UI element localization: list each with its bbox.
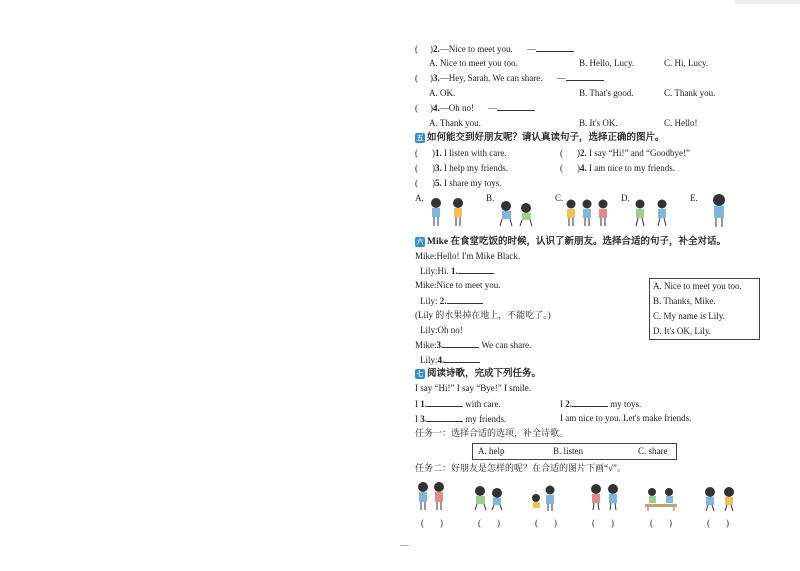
dialog-line-6: Lily:Oh no! [420,325,463,335]
section-badge: 七 [416,369,424,378]
section-badge: 六 [416,237,424,246]
exercise-item-2: ( )2.—Nice to meet you. — [415,43,574,55]
task2-picture-6 [700,484,740,512]
section-badge: 五 [416,133,424,142]
dialog-option-b: B. Thanks, Mike. [653,296,716,306]
poem-option-b: B. listen [553,446,584,456]
exercise-item-3: ( )3.—Hey, Sarah. We can share. — [415,72,604,84]
option-c: C. Hi, Lucy. [664,58,709,68]
poem-line-4: I am nice to you. Let's make friends. [560,413,692,423]
poem-line: I say “Hi!” I say “Bye!” I smile. [415,383,531,393]
task2-picture-1 [413,480,449,512]
dialog-option-c: C. My name is Lily. [653,311,725,321]
option-c: C. Thank you. [664,88,716,98]
task-2-instruction: 任务二：好朋友是怎样的呢？在合适的图片下画“√”。 [415,463,626,473]
answer-paren-6[interactable]: ( ) [707,518,729,528]
picture-b-illustration [494,196,540,228]
dialog-option-a: A. Nice to meet you too. [653,281,742,291]
dialog-line-8: Lily:4. [420,354,480,366]
answer-paren-5[interactable]: ( ) [650,518,672,528]
poem-blank-2: I 2. my toys. [560,399,642,409]
poem-blank-3: I 3. my friends. [415,414,507,424]
dialog-options-box [649,278,760,340]
option-a: A. Thank you. [429,118,481,128]
dialog-line-1: Mike:Hello! I'm Mike Black. [415,251,521,261]
option-a: A. OK. [429,88,456,98]
sentence-4: ( )4. I am nice to my friends. [560,163,675,173]
task2-picture-4 [585,481,625,511]
answer-paren-1[interactable]: ( ) [421,518,443,528]
picture-c-illustration [562,196,612,228]
section-heading-poem: 七 阅读诗歌，完成下列任务。 [416,369,542,379]
task2-picture-3 [528,484,560,512]
answer-paren-4[interactable]: ( ) [592,518,614,528]
task2-picture-2 [470,483,506,511]
sentence-5: ( )5. I share my toys. [415,178,502,188]
poem-blank-1: I 1. with care. [415,399,501,409]
answer-paren-2[interactable]: ( ) [478,518,500,528]
page-footer-mark: — [400,540,409,550]
task2-picture-5 [643,486,679,512]
poem-option-a: A. help [478,446,505,456]
dialog-stage-note: (Lily 的水果掉在地上，不能吃了。) [415,310,551,320]
top-edge-stripe [735,0,800,4]
picture-e-illustration [704,192,734,228]
sentence-1: ( )1. I listen with care. [415,148,507,158]
picture-label-c: C. [555,193,564,203]
dialog-option-d: D. It's OK, Lily. [653,326,712,336]
section-heading-pictures: 五 如何能交到好朋友呢？请认真读句子，选择正确的图片。 [416,133,665,143]
answer-paren-3[interactable]: ( ) [535,518,557,528]
exercise-item-4: ( )4.—Oh no! — [415,102,535,114]
option-b: B. It's OK. [579,118,618,128]
dialog-line-7: Mike:3. We can share. [415,340,532,350]
picture-label-b: B. [486,193,495,203]
poem-option-c: C. share [638,446,668,456]
option-b: B. Hello, Lucy. [579,58,635,68]
task-1-instruction: 任务一：选择合适的选项，补全诗歌。 [415,428,569,438]
dialog-line-4: Lily: 2. [420,295,483,307]
poem-options-box [472,443,677,460]
dialog-line-2: Lily:Hi. 1. [420,265,494,277]
option-c: C. Hello! [664,118,698,128]
section-heading-dialog: 六 Mike 在食堂吃饭的时候，认识了新朋友。选择合适的句子，补全对话。 [416,237,726,247]
sentence-3: ( )3. I help my friends. [415,163,508,173]
picture-a-illustration [425,196,471,228]
dialog-line-3: Mike:Nice to meet you. [415,280,501,290]
picture-label-a: A. [415,193,424,203]
picture-label-d: D. [621,193,630,203]
sentence-2: ( )2. I say “Hi!” and “Goodbye!” [560,148,690,158]
option-a: A. Nice to meet you too. [429,58,518,68]
picture-label-e: E. [690,193,698,203]
option-b: B. That's good. [579,88,634,98]
picture-d-illustration [630,196,674,228]
